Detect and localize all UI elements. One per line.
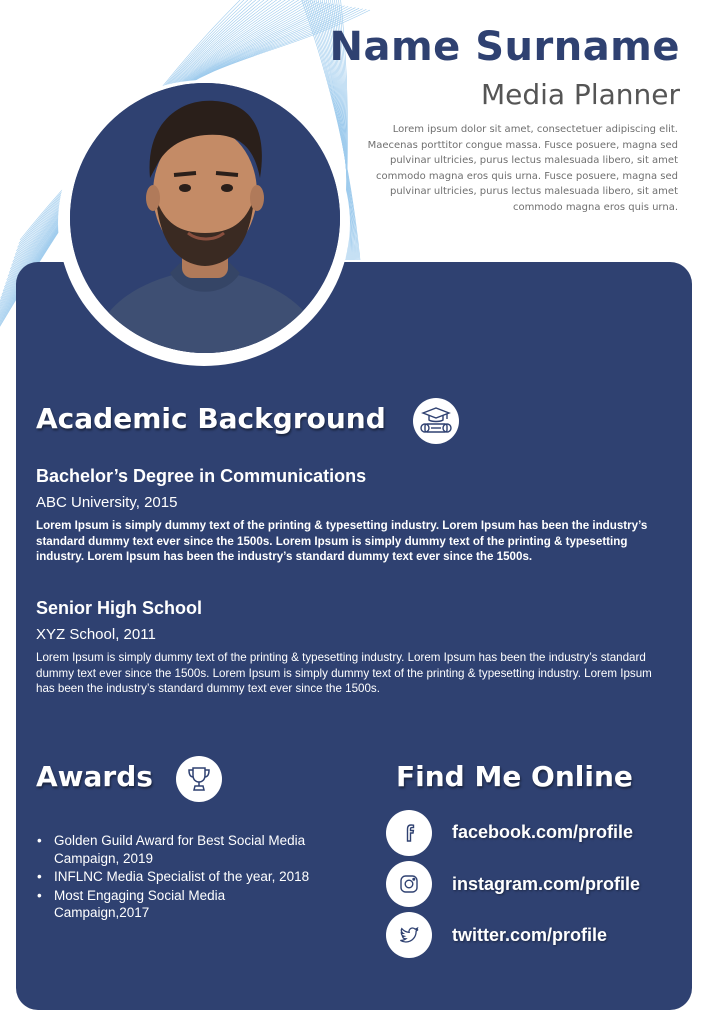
twitter-icon[interactable] — [386, 912, 432, 958]
highschool-title: Senior High School — [36, 598, 203, 618]
highschool-description: Lorem Ipsum is simply dummy text of the printing & typesetting industry. Lorem Ipsum has been the industry’s standard dummy text ever since the 1500s. Lorem Ipsum is simply dummy text of the printing & typesetting industry. Lorem Ipsum has been the industry’s standard dummy text ever since the 1500s. — [36, 651, 652, 695]
intro-paragraph: Lorem ipsum dolor sit amet, consectetuer adipiscing elit. Maecenas porttitor congue massa. Fusce posuere, magna sed pulvinar ultricies, purus lectus malesuada libero, sit amet commodo magna eros quis urna. Fusce posuere, magna sed pulvinar ultricies, purus lectus malesuada libero, sit amet commodo magna eros quis urna. — [367, 124, 678, 213]
instagram-icon[interactable] — [386, 861, 432, 907]
awards-list — [36, 832, 316, 923]
facebook-link[interactable]: facebook.com/profile — [452, 822, 634, 842]
facebook-icon[interactable] — [386, 810, 432, 856]
highschool-school: XYZ School, 2011 — [36, 626, 156, 643]
degree-title: Bachelor’s Degree in Communications — [36, 466, 367, 486]
candidate-name: Name Surname — [329, 24, 680, 70]
degree-school: ABC University, 2015 — [36, 494, 178, 511]
profile-photo — [70, 83, 340, 353]
awards-title: Awards — [36, 760, 153, 793]
award-item: • Golden Guild Award for Best Social Media Campaign, 2019 — [37, 833, 306, 866]
instagram-link[interactable]: instagram.com/profile — [452, 874, 641, 894]
graduation-cap-diploma-icon — [413, 398, 459, 444]
degree-description: Lorem Ipsum is simply dummy text of the printing & typesetting industry. Lorem Ipsum has been the industry’s standard dummy text ever since the 1500s. Lorem Ipsum is simply dummy text of the printing & typesetting industry. Lorem Ipsum has been the industry’s standard dummy text ever since the 1500s. — [36, 519, 648, 563]
trophy-icon — [176, 756, 222, 802]
twitter-link[interactable]: twitter.com/profile — [452, 925, 608, 945]
academic-title: Academic Background — [36, 402, 386, 435]
job-title: Media Planner — [480, 78, 680, 111]
award-item: • Most Engaging Social Media Campaign,2017 — [37, 887, 226, 920]
find-online-title: Find Me Online — [396, 760, 633, 793]
award-item: • INFLNC Media Specialist of the year, 2018 — [37, 869, 310, 884]
